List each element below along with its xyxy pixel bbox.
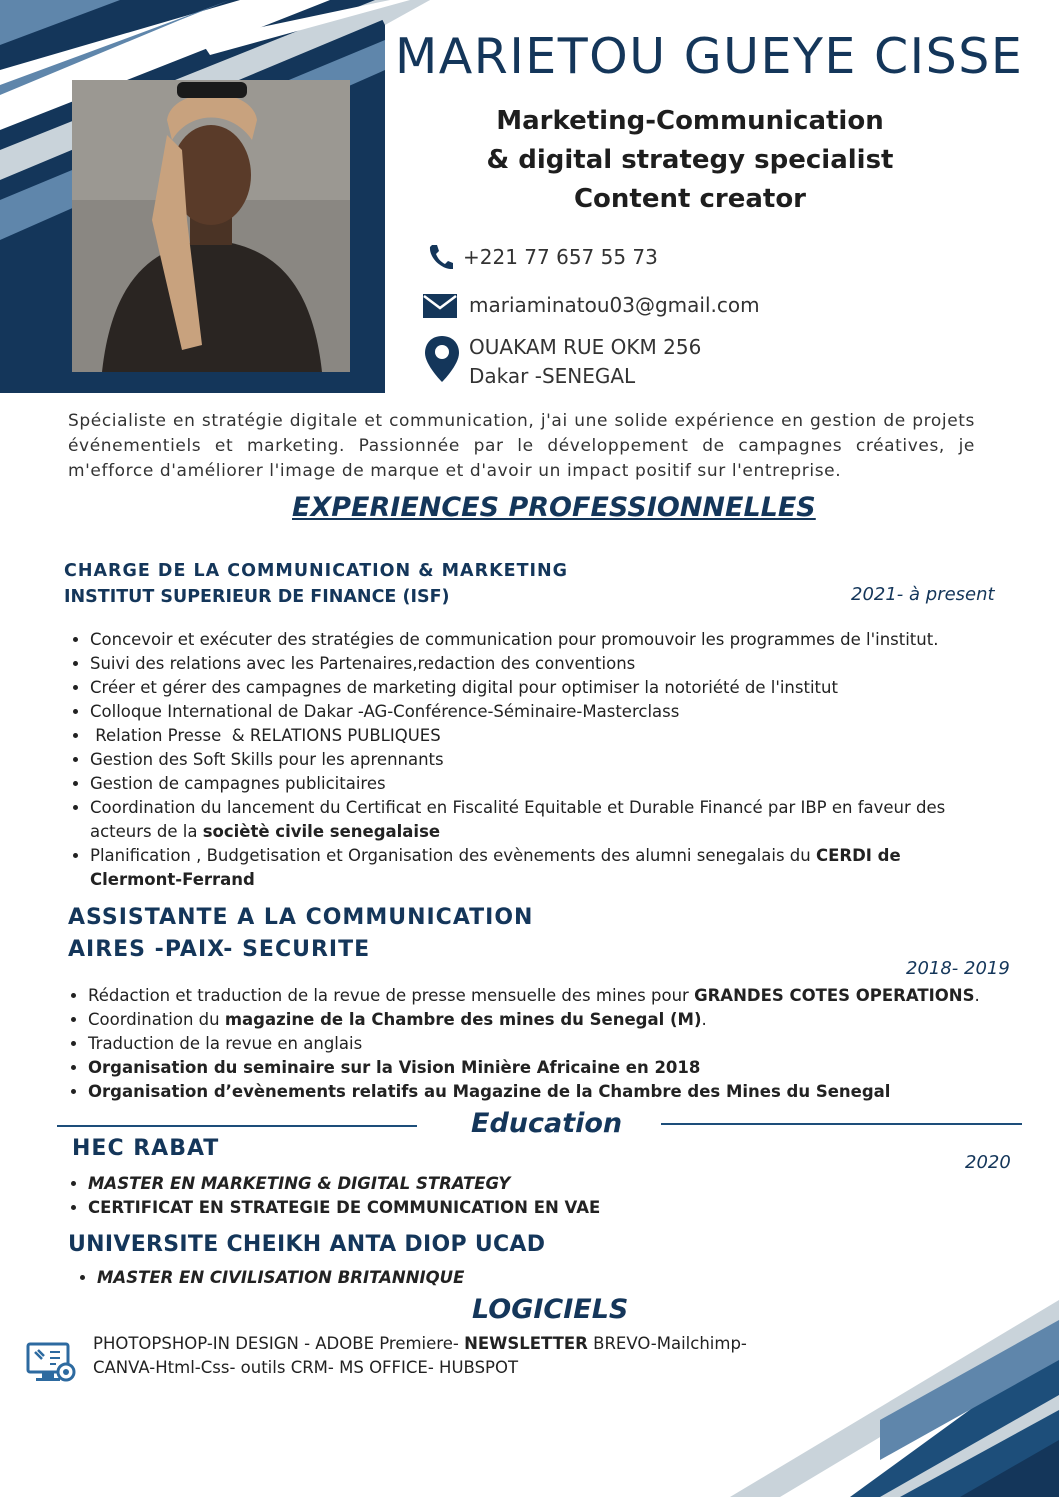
section-divider xyxy=(57,1125,417,1127)
list-item-emphasis: magazine de la Chambre des mines du Senegal (M) xyxy=(224,1010,702,1029)
mail-icon xyxy=(423,294,457,318)
school-name: HEC RABAT xyxy=(72,1136,220,1161)
job-responsibilities xyxy=(66,984,1008,1104)
degree-list xyxy=(75,1266,797,1290)
list-item: • Traduction de la revue en anglais xyxy=(88,1032,1008,1056)
software-section-title: LOGICIELS xyxy=(472,1294,629,1325)
list-item-text: Planification , Budgetisation et Organisation des evènements des alumni senegalais du xyxy=(90,846,816,865)
experience-section-title: EXPERIENCES PROFESSIONNELLES xyxy=(292,492,816,523)
list-item: • MASTER EN CIVILISATION BRITANNIQUE xyxy=(97,1266,797,1290)
list-item-text: Coordination du xyxy=(88,1010,225,1029)
computer-tools-icon xyxy=(26,1342,76,1384)
list-item xyxy=(88,1008,1008,1032)
location-pin-icon xyxy=(425,336,459,382)
job-title-line: & digital strategy specialist xyxy=(486,145,894,175)
section-divider xyxy=(661,1123,1022,1125)
job-title xyxy=(440,102,940,219)
software-emphasis: NEWSLETTER xyxy=(464,1334,588,1353)
job-role: ASSISTANTE A LA COMMUNICATION xyxy=(68,905,534,930)
list-item: • Organisation du seminaire sur la Vision Minière Africaine en 2018 xyxy=(88,1056,1008,1080)
list-item-emphasis: sociètè civile senegalaise xyxy=(202,822,441,841)
job-company: INSTITUT SUPERIEUR DE FINANCE (ISF) xyxy=(64,587,450,607)
list-item: • Créer et gérer des campagnes de marketing digital pour optimiser la notoriété de l'institut xyxy=(90,676,990,700)
list-item-text: . xyxy=(974,986,980,1005)
job-date: 2021- à present xyxy=(851,584,995,605)
list-item xyxy=(90,844,990,892)
list-item: • Suivi des relations avec les Partenaires,redaction des conventions xyxy=(90,652,990,676)
software-text: PHOTOPSHOP-IN DESIGN - ADOBE Premiere- xyxy=(93,1334,465,1353)
software-text: BREVO-Mailchimp-CANVA-Html-Css- outils CRM- MS OFFICE- HUBSPOT xyxy=(93,1334,747,1377)
list-item-text: . xyxy=(701,1010,707,1029)
list-item-emphasis: CERDI de Clermont-Ferrand xyxy=(90,846,901,889)
list-item-text: Coordination du lancement du Certificat en Fiscalité Equitable et Durable Financé par IBP en faveur des acteurs de la xyxy=(90,798,946,841)
degree-list xyxy=(66,1172,788,1220)
list-item: • Organisation d’evènements relatifs au Magazine de la Chambre des Mines du Senegal xyxy=(88,1080,1008,1104)
job-title-line: Marketing-Communication xyxy=(496,106,884,136)
list-item: • Relation Presse & RELATIONS PUBLIQUES xyxy=(90,724,990,748)
address-line: Dakar -SENEGAL xyxy=(469,364,636,388)
school-name: UNIVERSITE CHEIKH ANTA DIOP UCAD xyxy=(68,1232,546,1257)
portrait-illustration xyxy=(72,80,350,372)
software-list xyxy=(93,1332,753,1380)
list-item-text: Rédaction et traduction de la revue de presse mensuelle des mines pour xyxy=(88,986,695,1005)
phone-number[interactable]: +221 77 657 55 73 xyxy=(463,245,658,269)
list-item: • CERTIFICAT EN STRATEGIE DE COMMUNICATION EN VAE xyxy=(88,1196,788,1220)
list-item: • Concevoir et exécuter des stratégies de communication pour promouvoir les programmes de l'institut. xyxy=(90,628,990,652)
phone-icon xyxy=(427,243,453,271)
candidate-name: MARIETOU GUEYE CISSE xyxy=(395,28,1024,85)
job-responsibilities xyxy=(68,628,990,892)
list-item: • MASTER EN MARKETING & DIGITAL STRATEGY xyxy=(88,1172,788,1196)
list-item: • Gestion de campagnes publicitaires xyxy=(90,772,990,796)
profile-photo xyxy=(72,80,350,372)
profile-summary: Spécialiste en stratégie digitale et communication, j'ai une solide expérience en gestion de projets événementiels et marketing. Passionnée par le développement de campagnes créatives, je m'efforce d'améliorer l'image de marque et d'avoir un impact positif sur l'entreprise. xyxy=(68,411,975,481)
job-company: AIRES -PAIX- SECURITE xyxy=(68,937,371,962)
list-item: • Colloque International de Dakar -AG-Conférence-Séminaire-Masterclass xyxy=(90,700,990,724)
job-role: CHARGE DE LA COMMUNICATION & MARKETING xyxy=(64,561,569,581)
job-title-line: Content creator xyxy=(573,184,807,214)
job-date: 2018- 2019 xyxy=(906,958,1010,979)
list-item xyxy=(90,796,990,844)
address-line: OUAKAM RUE OKM 256 xyxy=(469,335,702,359)
list-item: • Gestion des Soft Skills pour les aprennants xyxy=(90,748,990,772)
list-item xyxy=(88,984,1008,1008)
education-section-title: Education xyxy=(471,1108,623,1139)
education-date: 2020 xyxy=(965,1152,1011,1173)
email-link[interactable]: mariaminatou03@gmail.com xyxy=(469,293,760,317)
list-item-emphasis: GRANDES COTES OPERATIONS xyxy=(694,986,975,1005)
